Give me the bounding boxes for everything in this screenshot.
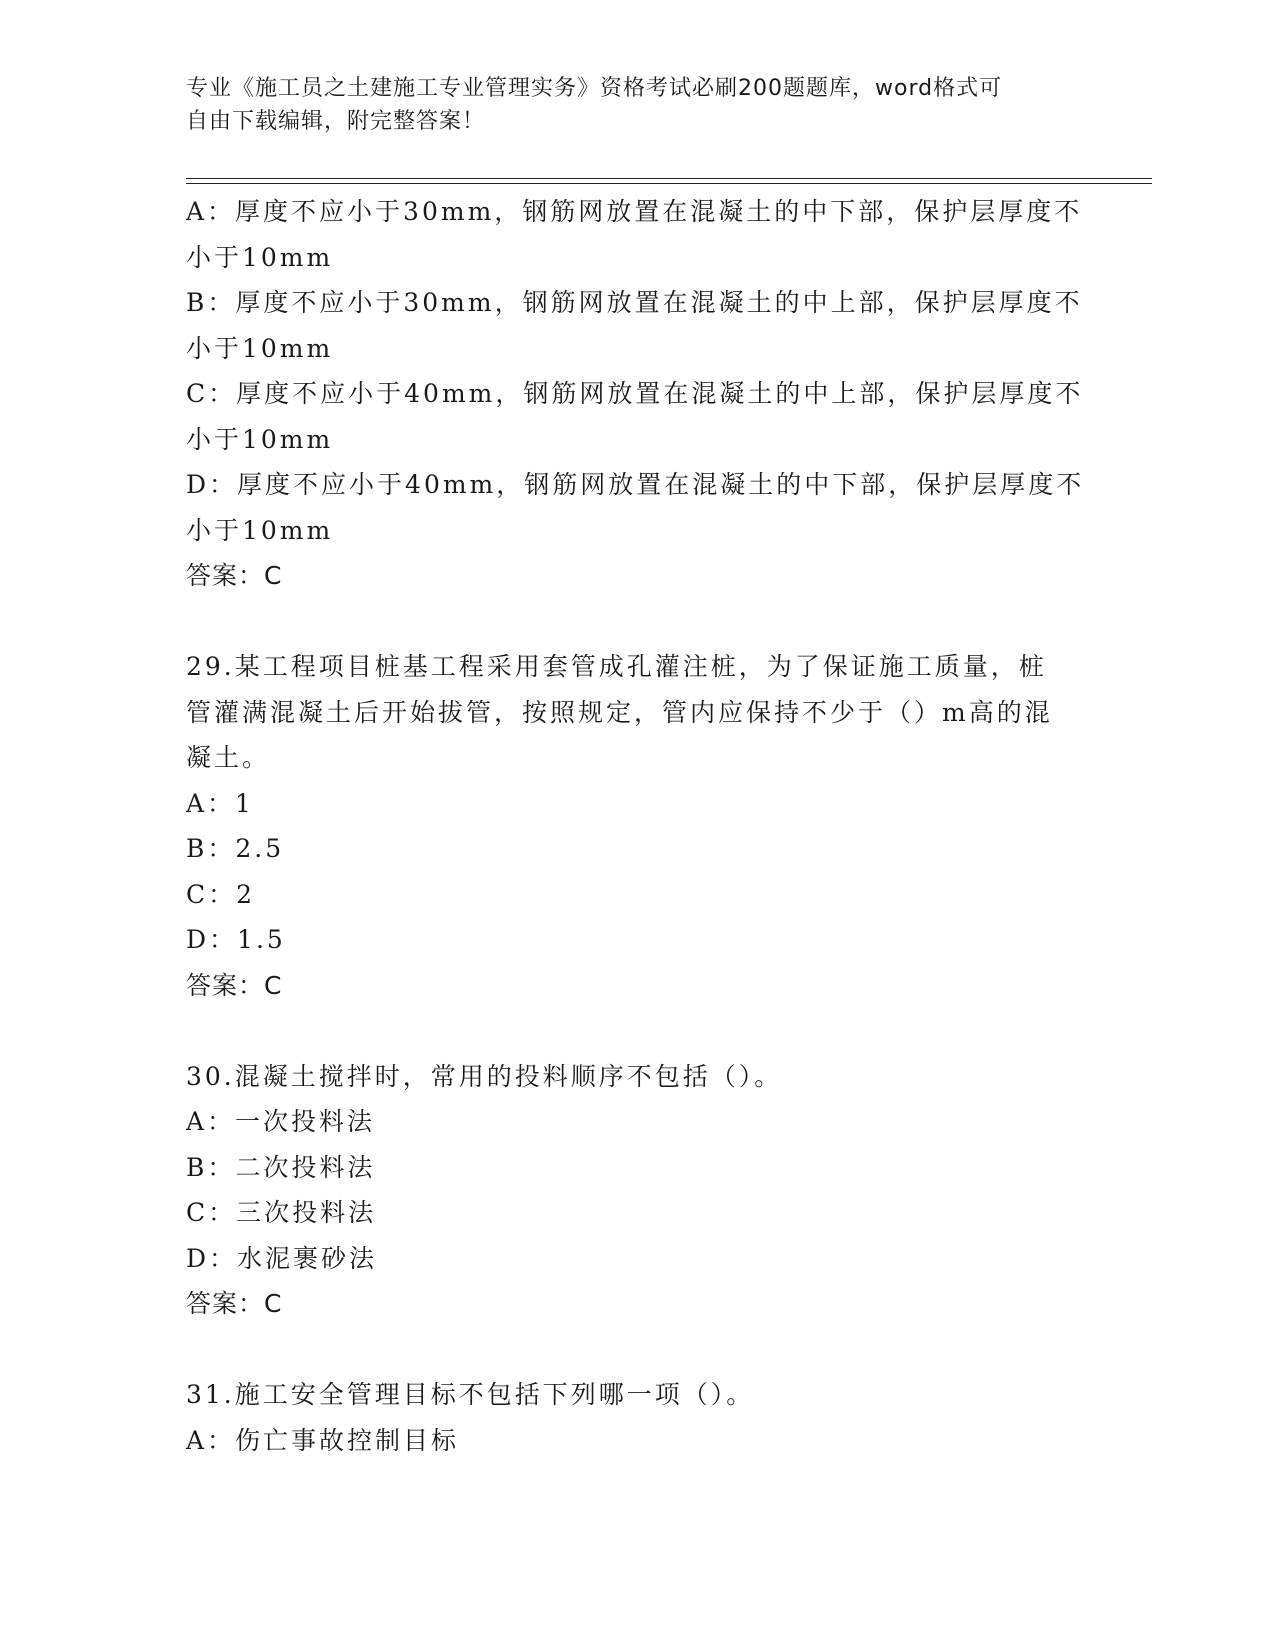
option-b: B：二次投料法 xyxy=(186,1152,376,1182)
question-29-stem-line-3: 凝土。 xyxy=(186,743,271,772)
option-c: C：2 xyxy=(186,879,256,909)
question-29-stem-line-2: 管灌满混凝土后开始拔管，按照规定，管内应保持不少于（）m高的混 xyxy=(186,697,1053,727)
option-b-line-2: 小于10mm xyxy=(186,333,334,363)
option-d: D：水泥裹砂法 xyxy=(186,1243,378,1273)
document-header xyxy=(186,72,1066,138)
option-c: C：三次投料法 xyxy=(186,1198,377,1227)
option-b: B：2.5 xyxy=(186,834,285,863)
question-gap xyxy=(186,1327,1086,1373)
question-30 xyxy=(186,1054,1086,1327)
option-c-line-2: 小于10mm xyxy=(186,424,334,454)
question-gap xyxy=(186,1008,1086,1054)
option-a: A：一次投料法 xyxy=(186,1107,376,1136)
question-gap xyxy=(186,599,1086,645)
option-c-line-1: C：厚度不应小于40mm，钢筋网放置在混凝土的中上部，保护层厚度不 xyxy=(186,379,1084,408)
question-31 xyxy=(186,1372,1086,1463)
answer-28: 答案：C xyxy=(186,561,283,590)
answer-30: 答案：C xyxy=(186,1289,283,1318)
question-30-stem: 30.混凝土搅拌时，常用的投料顺序不包括（）。 xyxy=(186,1061,783,1091)
question-29 xyxy=(186,644,1086,1008)
question-31-stem: 31.施工安全管理目标不包括下列哪一项（）。 xyxy=(186,1380,755,1409)
header-line-1: 专业《施工员之土建施工专业管理实务》资格考试必刷200题题库，word格式可 xyxy=(186,76,1003,101)
header-rule-bottom xyxy=(186,183,1152,184)
answer-29: 答案：C xyxy=(186,970,283,1000)
option-d: D：1.5 xyxy=(186,925,286,954)
option-a: A：1 xyxy=(186,788,254,818)
option-d-line-2: 小于10mm xyxy=(186,515,334,545)
option-b-line-1: B：厚度不应小于30mm，钢筋网放置在混凝土的中上部，保护层厚度不 xyxy=(186,288,1083,317)
question-content xyxy=(186,189,1086,1463)
option-a: A：伤亡事故控制目标 xyxy=(186,1425,460,1455)
question-29-stem-line-1: 29.某工程项目桩基工程采用套管成孔灌注桩，为了保证施工质量，桩 xyxy=(186,652,1047,681)
option-a-line-2: 小于10mm xyxy=(186,242,334,272)
header-line-2: 自由下载编辑，附完整答案！ xyxy=(186,109,486,134)
option-d-line-1: D：厚度不应小于40mm，钢筋网放置在混凝土的中下部，保护层厚度不 xyxy=(186,470,1085,499)
header-rule-top xyxy=(186,178,1152,179)
option-a-line-1: A：厚度不应小于30mm，钢筋网放置在混凝土的中下部，保护层厚度不 xyxy=(186,197,1083,226)
question-28-options xyxy=(186,189,1086,599)
